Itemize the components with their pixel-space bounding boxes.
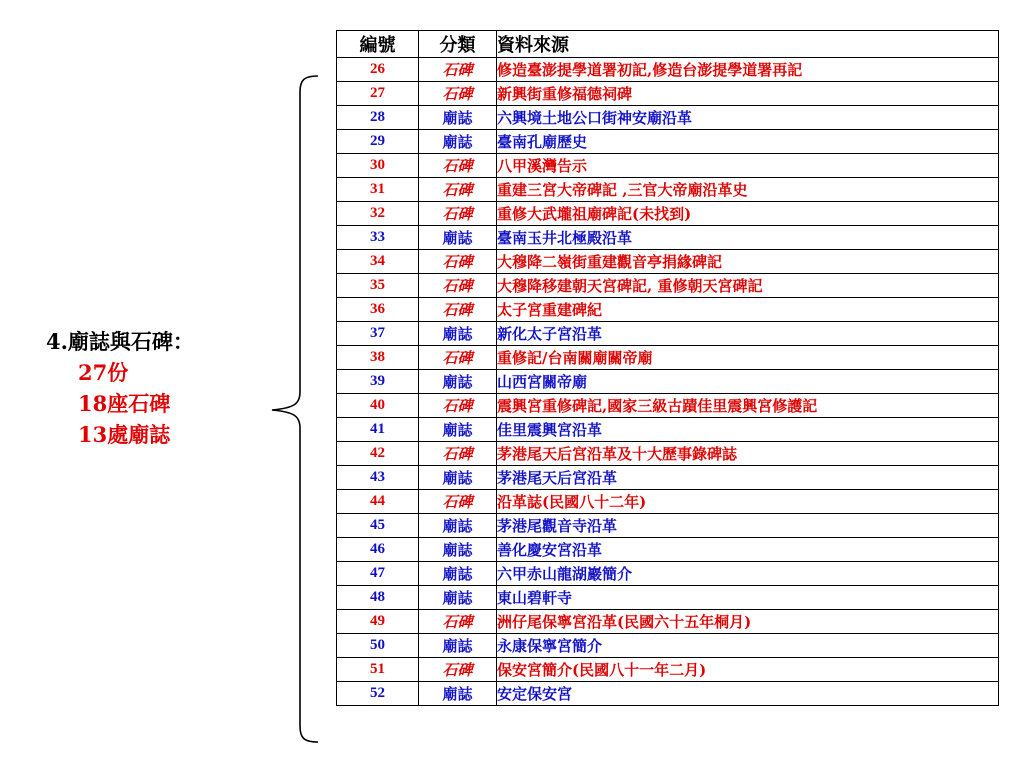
header-number: 編號 xyxy=(337,31,419,58)
row-source: 臺南孔廟歷史 xyxy=(497,130,999,154)
table-row xyxy=(337,394,999,418)
row-number: 38 xyxy=(337,346,419,370)
table-row xyxy=(337,490,999,514)
row-number: 26 xyxy=(337,58,419,82)
header-category: 分類 xyxy=(419,31,497,58)
table-row xyxy=(337,226,999,250)
table-row xyxy=(337,154,999,178)
summary-title: 4.廟誌與石碑： xyxy=(46,329,194,354)
table-row xyxy=(337,202,999,226)
row-source: 六甲赤山龍湖巖簡介 xyxy=(497,562,999,586)
summary-total: 27份 xyxy=(78,360,129,385)
row-category: 石碑 xyxy=(419,202,497,226)
row-number: 31 xyxy=(337,178,419,202)
row-category: 石碑 xyxy=(419,346,497,370)
row-source: 安定保安宮 xyxy=(497,682,999,706)
row-category: 石碑 xyxy=(419,490,497,514)
records-table xyxy=(336,30,999,706)
row-category: 廟誌 xyxy=(419,466,497,490)
row-number: 28 xyxy=(337,106,419,130)
table-row xyxy=(337,178,999,202)
row-category: 石碑 xyxy=(419,250,497,274)
row-number: 27 xyxy=(337,82,419,106)
table-row xyxy=(337,322,999,346)
row-number: 44 xyxy=(337,490,419,514)
table-row xyxy=(337,682,999,706)
row-category: 廟誌 xyxy=(419,634,497,658)
row-source: 新化太子宮沿革 xyxy=(497,322,999,346)
row-number: 49 xyxy=(337,610,419,634)
row-category: 石碑 xyxy=(419,298,497,322)
table-row xyxy=(337,58,999,82)
table-row xyxy=(337,418,999,442)
row-source: 震興宮重修碑記,國家三級古蹟佳里震興宮修護記 xyxy=(497,394,999,418)
row-source: 善化慶安宮沿革 xyxy=(497,538,999,562)
header-source: 資料來源 xyxy=(497,31,999,58)
summary-temple-records: 13處廟誌 xyxy=(78,422,171,447)
row-number: 36 xyxy=(337,298,419,322)
row-source: 八甲溪灣告示 xyxy=(497,154,999,178)
row-category: 石碑 xyxy=(419,82,497,106)
table-header-row xyxy=(337,31,999,58)
row-number: 51 xyxy=(337,658,419,682)
row-source: 大穆降二嶺街重建觀音亭捐緣碑記 xyxy=(497,250,999,274)
row-source: 山西宮關帝廟 xyxy=(497,370,999,394)
row-source: 沿革誌(民國八十二年) xyxy=(497,490,999,514)
table-row xyxy=(337,250,999,274)
row-number: 48 xyxy=(337,586,419,610)
table-row xyxy=(337,298,999,322)
row-category: 石碑 xyxy=(419,274,497,298)
curly-brace xyxy=(270,74,322,744)
summary-steles: 18座石碑 xyxy=(78,391,171,416)
row-number: 50 xyxy=(337,634,419,658)
row-number: 32 xyxy=(337,202,419,226)
table-row xyxy=(337,82,999,106)
table-row xyxy=(337,106,999,130)
row-source: 重修記/台南關廟關帝廟 xyxy=(497,346,999,370)
row-source: 六興境土地公口街神安廟沿革 xyxy=(497,106,999,130)
table-row xyxy=(337,466,999,490)
table-row xyxy=(337,538,999,562)
row-category: 石碑 xyxy=(419,658,497,682)
row-category: 廟誌 xyxy=(419,538,497,562)
row-source: 大穆降移建朝天宮碑記, 重修朝天宮碑記 xyxy=(497,274,999,298)
row-source: 臺南玉井北極殿沿革 xyxy=(497,226,999,250)
row-source: 茅港尾天后宮沿革 xyxy=(497,466,999,490)
row-category: 廟誌 xyxy=(419,682,497,706)
row-category: 廟誌 xyxy=(419,106,497,130)
row-category: 石碑 xyxy=(419,442,497,466)
row-source: 永康保寧宮簡介 xyxy=(497,634,999,658)
row-number: 43 xyxy=(337,466,419,490)
row-category: 廟誌 xyxy=(419,418,497,442)
row-category: 石碑 xyxy=(419,394,497,418)
row-number: 30 xyxy=(337,154,419,178)
row-source: 重建三宮大帝碑記 ,三官大帝廟沿革史 xyxy=(497,178,999,202)
row-source: 東山碧軒寺 xyxy=(497,586,999,610)
row-number: 39 xyxy=(337,370,419,394)
row-number: 34 xyxy=(337,250,419,274)
table-row xyxy=(337,370,999,394)
table-body xyxy=(337,58,999,706)
row-source: 茅港尾觀音寺沿革 xyxy=(497,514,999,538)
row-source: 太子宮重建碑紀 xyxy=(497,298,999,322)
row-category: 石碑 xyxy=(419,178,497,202)
table-row xyxy=(337,274,999,298)
row-number: 35 xyxy=(337,274,419,298)
row-source: 洲仔尾保寧宮沿革(民國六十五年桐月) xyxy=(497,610,999,634)
row-number: 46 xyxy=(337,538,419,562)
table-row xyxy=(337,442,999,466)
row-source: 保安宮簡介(民國八十一年二月) xyxy=(497,658,999,682)
row-category: 石碑 xyxy=(419,154,497,178)
row-number: 52 xyxy=(337,682,419,706)
table-row xyxy=(337,586,999,610)
row-number: 37 xyxy=(337,322,419,346)
row-number: 47 xyxy=(337,562,419,586)
row-number: 41 xyxy=(337,418,419,442)
table-row xyxy=(337,634,999,658)
table-row xyxy=(337,130,999,154)
table-row xyxy=(337,514,999,538)
row-number: 45 xyxy=(337,514,419,538)
row-source: 茅港尾天后宮沿革及十大歷事錄碑誌 xyxy=(497,442,999,466)
row-category: 廟誌 xyxy=(419,370,497,394)
table-row xyxy=(337,346,999,370)
table-row xyxy=(337,562,999,586)
row-category: 廟誌 xyxy=(419,586,497,610)
row-category: 廟誌 xyxy=(419,562,497,586)
row-category: 廟誌 xyxy=(419,322,497,346)
summary-block xyxy=(46,326,256,450)
row-number: 33 xyxy=(337,226,419,250)
row-source: 修造臺澎提學道署初記,修造台澎提學道署再記 xyxy=(497,58,999,82)
row-source: 新興街重修福德祠碑 xyxy=(497,82,999,106)
row-source: 重修大武壠祖廟碑記(未找到) xyxy=(497,202,999,226)
row-category: 廟誌 xyxy=(419,226,497,250)
row-number: 29 xyxy=(337,130,419,154)
table-row xyxy=(337,658,999,682)
row-category: 石碑 xyxy=(419,610,497,634)
row-category: 廟誌 xyxy=(419,514,497,538)
row-number: 40 xyxy=(337,394,419,418)
row-category: 廟誌 xyxy=(419,130,497,154)
table-row xyxy=(337,610,999,634)
row-number: 42 xyxy=(337,442,419,466)
row-source: 佳里震興宮沿革 xyxy=(497,418,999,442)
row-category: 石碑 xyxy=(419,58,497,82)
